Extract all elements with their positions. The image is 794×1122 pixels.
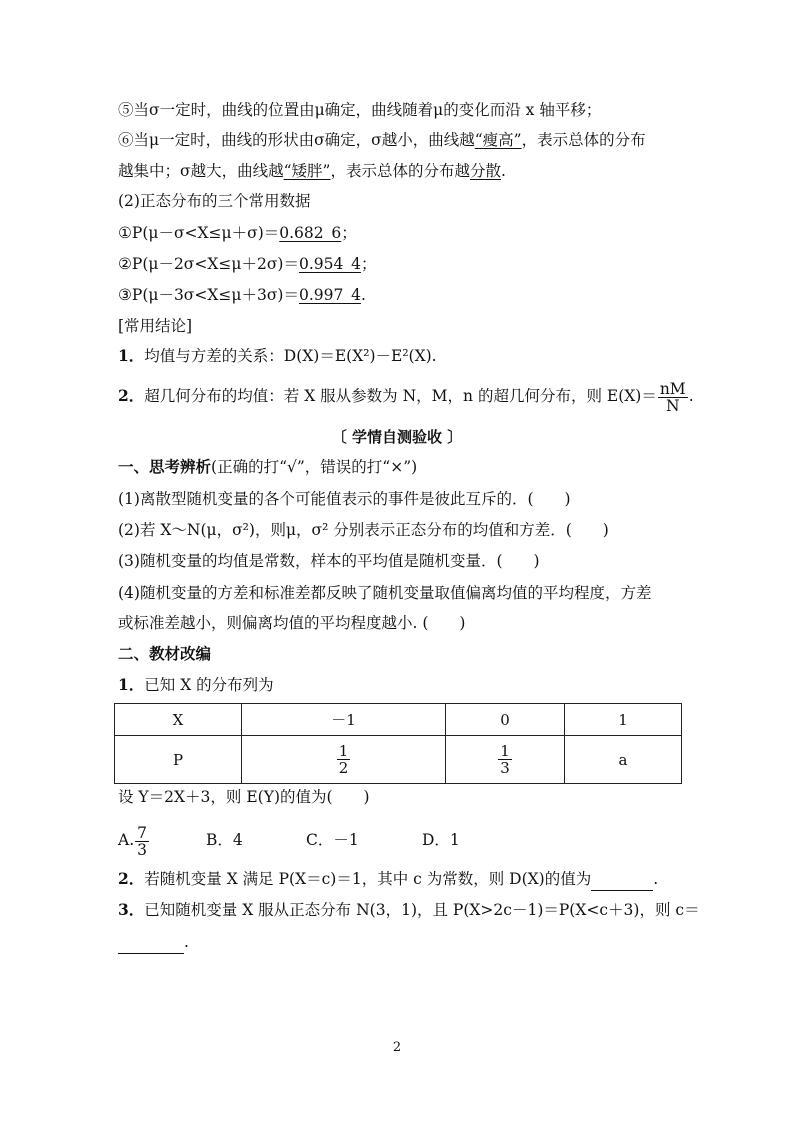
fraction xyxy=(498,743,512,776)
table-cell: 0 xyxy=(446,704,565,736)
text-line xyxy=(118,160,506,182)
option-b: B．4 xyxy=(206,831,243,849)
line-text: (2)正态分布的三个常用数据 xyxy=(118,192,311,210)
line-text: ②P(μ－2σ<X≤μ＋2σ)＝ xyxy=(118,255,299,273)
option-a xyxy=(118,820,206,860)
question-line xyxy=(118,582,651,604)
table-row xyxy=(115,736,682,784)
text-line xyxy=(118,253,376,275)
section-heading xyxy=(118,456,417,478)
problem-text: . xyxy=(184,933,189,951)
problem-line xyxy=(118,931,189,954)
line-text: ③P(μ－3σ<X≤μ＋3σ)＝ xyxy=(118,286,299,304)
option-c: C．－1 xyxy=(306,831,359,849)
line-text: . xyxy=(688,387,694,405)
answer-underlined: 0.682_6 xyxy=(279,224,342,242)
line-text: ⑥当μ一定时，曲线的形状由σ确定，σ越小，曲线越 xyxy=(118,131,475,149)
fraction-denominator: 3 xyxy=(137,840,147,859)
heading-text: 二、教材改编 xyxy=(118,644,212,663)
text-line xyxy=(118,376,694,416)
question-text: (1)离散型随机变量的各个可能值表示的事件是彼此互斥的．( ) xyxy=(118,490,571,508)
problem-line xyxy=(118,899,700,921)
line-text: 均值与方差的关系：D(X)＝E(X²)－E²(X). xyxy=(144,347,437,365)
fraction-denominator: N xyxy=(665,396,680,415)
problem-text: . xyxy=(653,870,659,888)
question-text: (4)随机变量的方差和标准差都反映了随机变量取值偏离均值的平均程度，方差 xyxy=(118,584,652,602)
line-text: ，表示总体的分布 xyxy=(521,131,646,149)
fraction-denominator: 2 xyxy=(338,759,349,777)
section-heading xyxy=(118,643,211,665)
problem-line xyxy=(118,868,658,891)
answer-blank xyxy=(591,868,653,891)
item-number: 2． xyxy=(118,869,145,888)
answer-underlined: 0.954_4 xyxy=(298,255,361,273)
item-number: 1． xyxy=(118,675,145,694)
answer-underlined: 分散 xyxy=(469,162,501,180)
fraction xyxy=(658,381,688,414)
heading-text: 一、思考辨析 xyxy=(118,457,212,476)
table-row xyxy=(115,704,682,736)
table-cell xyxy=(242,736,446,784)
distribution-table xyxy=(114,703,682,784)
table-cell xyxy=(446,736,565,784)
item-number: 1． xyxy=(118,346,145,365)
answer-options xyxy=(118,820,460,860)
table-cell: X xyxy=(115,704,242,736)
conclusion-heading xyxy=(118,315,192,337)
answer-underlined: 0.997_4 xyxy=(298,286,361,304)
answer-underlined: “瘦高” xyxy=(474,131,522,149)
answer-underlined: “矮胖” xyxy=(283,162,331,180)
table-cell: 1 xyxy=(565,704,682,736)
line-text: ； xyxy=(360,255,377,273)
question-line xyxy=(118,550,540,572)
text-line xyxy=(118,284,366,306)
text-line xyxy=(118,99,601,121)
banner-bracket: 〔 xyxy=(331,428,347,446)
text-line xyxy=(118,129,646,151)
line-text: 越集中；σ越大，曲线越 xyxy=(118,162,284,180)
answer-blank xyxy=(118,931,184,954)
option-label: A. xyxy=(118,831,135,849)
text-line xyxy=(118,345,437,367)
heading-note: (正确的打“√”，错误的打“×”) xyxy=(211,458,418,476)
banner-title: 学情自测验收 xyxy=(351,428,442,446)
line-text: ⑤当σ一定时，曲线的位置由μ确定，曲线随着μ的变化而沿 x 轴平移； xyxy=(118,101,602,119)
line-text: ，表示总体的分布越 xyxy=(330,162,470,180)
banner-bracket: 〕 xyxy=(447,428,463,446)
question-text: (3)随机变量的均值是常数，样本的平均值是随机变量．( ) xyxy=(118,552,540,570)
text-line xyxy=(118,222,357,244)
problem-text: 若随机变量 X 满足 P(X＝c)＝1，其中 c 为常数，则 D(X)的值为 xyxy=(144,870,592,888)
line-text: 超几何分布的均值：若 X 服从参数为 N，M，n 的超几何分布，则 E(X)＝ xyxy=(144,387,657,405)
question-line xyxy=(118,488,571,510)
question-text: 或标准差越小，则偏离均值的平均程度越小. ( ) xyxy=(118,614,466,632)
item-number: 3． xyxy=(118,900,145,919)
table-cell: P xyxy=(115,736,242,784)
line-text: ； xyxy=(341,224,357,242)
line-text: ①P(μ－σ<X≤μ＋σ)＝ xyxy=(118,224,280,242)
subsection-title xyxy=(118,190,310,212)
question-text: (2)若 X～N(μ，σ²)，则μ，σ² 分别表示正态分布的均值和方差．( ) xyxy=(118,521,609,539)
problem-text: 已知随机变量 X 服从正态分布 N(3，1)，且 P(X>2c－1)＝P(X<c＋3)，则 c＝ xyxy=(144,901,700,919)
item-number: 2． xyxy=(118,386,145,405)
table-cell: a xyxy=(565,736,682,784)
line-text: . xyxy=(360,286,366,304)
question-line xyxy=(118,519,609,541)
fraction xyxy=(135,825,149,858)
line-text: [常用结论] xyxy=(118,317,193,335)
fraction-numerator: 1 xyxy=(500,742,510,760)
line-text: . xyxy=(500,162,506,180)
problem-line xyxy=(118,786,370,808)
problem-text: 设 Y＝2X＋3，则 E(Y)的值为( ) xyxy=(118,788,370,806)
fraction-numerator: nM xyxy=(659,379,686,398)
fraction xyxy=(337,743,351,776)
table-cell: －1 xyxy=(242,704,446,736)
fraction-numerator: 7 xyxy=(137,823,147,842)
problem-text: 已知 X 的分布列为 xyxy=(144,676,274,694)
problem-line xyxy=(118,674,274,696)
section-banner xyxy=(0,426,794,448)
page-number: 2 xyxy=(392,1040,402,1055)
question-line xyxy=(118,612,465,634)
option-d: D．1 xyxy=(422,831,460,849)
fraction-denominator: 3 xyxy=(500,759,510,777)
fraction-numerator: 1 xyxy=(338,742,349,760)
